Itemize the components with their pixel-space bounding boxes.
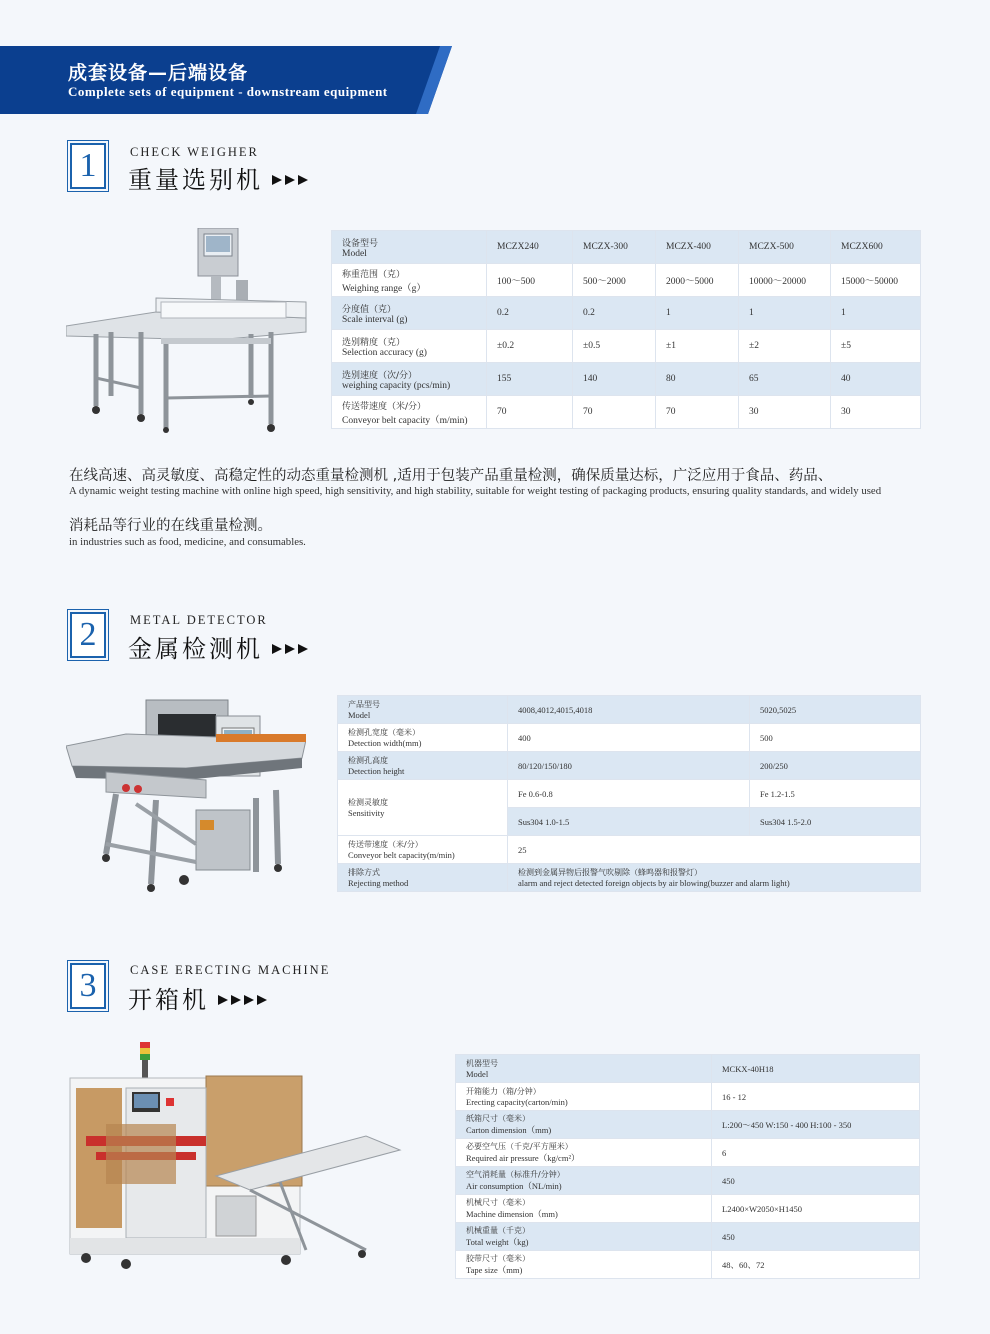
section-number-box: 3	[70, 963, 106, 1009]
table-cell: 100～500	[487, 264, 573, 297]
arrows-icon	[272, 173, 312, 187]
table-cell: ±5	[831, 330, 921, 363]
row-label: 检测灵敏度 Sensitivity	[338, 780, 508, 836]
table-cell: 2000～5000	[656, 264, 739, 297]
table-row	[332, 330, 921, 363]
table-cell: MCZX-500	[739, 231, 831, 264]
row-label: 必要空气压（千克/平方厘米） Required air pressure（kg/cm²）	[456, 1139, 712, 1167]
row-label: 选别精度（克） Selection accuracy (g)	[332, 330, 487, 363]
metal-detector-spec-table	[337, 695, 921, 892]
table-cell: MCZX-400	[656, 231, 739, 264]
table-row	[456, 1083, 920, 1111]
table-cell: 48、60、72	[712, 1251, 920, 1279]
table-row	[456, 1055, 920, 1083]
table-row	[456, 1195, 920, 1223]
row-label: 分度值（克） Scale interval (g)	[332, 297, 487, 330]
table-cell: 70	[573, 396, 656, 429]
table-cell: 1	[656, 297, 739, 330]
table-row	[332, 264, 921, 297]
row-label: 传送带速度（米/分） Conveyor belt capacity(m/min)	[338, 836, 508, 864]
table-cell: 16 - 12	[712, 1083, 920, 1111]
section-title-cn: 重量选别机	[128, 166, 263, 194]
table-cell: 450	[712, 1223, 920, 1251]
metal-detector-image	[66, 694, 306, 894]
table-cell: 80/120/150/180	[508, 752, 750, 780]
table-cell: MCKX-40H18	[712, 1055, 920, 1083]
table-row	[338, 724, 921, 752]
table-cell: Sus304 1.0-1.5	[508, 808, 750, 836]
arrows-icon	[272, 642, 312, 656]
table-cell: 10000～20000	[739, 264, 831, 297]
case-erecting-spec-table	[455, 1054, 920, 1279]
row-label: 开箱能力（箱/分钟） Erecting capacity(carton/min)	[456, 1083, 712, 1111]
description-en-line-2: in industries such as food, medicine, and consumables.	[69, 536, 306, 548]
table-cell: Fe 0.6-0.8	[508, 780, 750, 808]
table-row	[456, 1251, 920, 1279]
table-cell: 140	[573, 363, 656, 396]
banner-title-en: Complete sets of equipment - downstream equipment	[68, 84, 388, 99]
table-cell: 30	[739, 396, 831, 429]
table-cell: 500	[750, 724, 921, 752]
table-cell: 0.2	[573, 297, 656, 330]
check-weigher-spec-table	[331, 230, 921, 429]
description-cn-line-1: 在线高速、高灵敏度、高稳定性的动态重量检测机 ,适用于包装产品重量检测，确保质量达标，广泛应用于食品、药品、	[69, 468, 833, 484]
table-row	[332, 231, 921, 264]
table-cell: 1	[739, 297, 831, 330]
table-row	[338, 836, 921, 864]
table-cell: 400	[508, 724, 750, 752]
table-row	[332, 396, 921, 429]
row-label: 空气消耗量（标准升/分钟） Air consumption（NL/min)	[456, 1167, 712, 1195]
table-cell: 4008,4012,4015,4018	[508, 696, 750, 724]
table-cell: ±2	[739, 330, 831, 363]
table-cell: ±0.5	[573, 330, 656, 363]
section-title-en: METAL DETECTOR	[130, 613, 268, 627]
table-cell: 1	[831, 297, 921, 330]
row-label: 胶带尺寸（毫米） Tape size（mm)	[456, 1251, 712, 1279]
table-cell: 70	[656, 396, 739, 429]
row-label: 机械尺寸（毫米） Machine dimension（mm)	[456, 1195, 712, 1223]
row-label: 检测孔宽度（毫米） Detection width(mm)	[338, 724, 508, 752]
table-cell: 65	[739, 363, 831, 396]
description-en-line-1: A dynamic weight testing machine with online high speed, high sensitivity, and high stability, suitable for weight testing of packaging products, ensuring quality standards, and widely used	[69, 485, 882, 497]
table-cell: Fe 1.2-1.5	[750, 780, 921, 808]
row-label: 传送带速度（米/分） Conveyor belt capacity（m/min)	[332, 396, 487, 429]
table-cell: MCZX240	[487, 231, 573, 264]
table-cell: ±0.2	[487, 330, 573, 363]
table-row	[456, 1223, 920, 1251]
section-number-box: 1	[70, 143, 106, 189]
table-row	[338, 780, 921, 808]
table-row	[456, 1111, 920, 1139]
row-label: 选别速度（次/分） weighing capacity (pcs/min)	[332, 363, 487, 396]
table-row	[456, 1167, 920, 1195]
row-label: 机器型号 Model	[456, 1055, 712, 1083]
section-title-cn: 金属检测机	[128, 635, 263, 663]
row-label: 纸箱尺寸（毫米） Carton dimension（mm)	[456, 1111, 712, 1139]
table-cell: 500～2000	[573, 264, 656, 297]
table-cell: 0.2	[487, 297, 573, 330]
table-cell: MCZX600	[831, 231, 921, 264]
row-label: 检测孔高度 Detection height	[338, 752, 508, 780]
table-cell: Sus304 1.5-2.0	[750, 808, 921, 836]
check-weigher-image	[66, 228, 311, 433]
table-row	[456, 1139, 920, 1167]
table-cell: 40	[831, 363, 921, 396]
table-cell: 检测到金属异物后报警气吹剔除（蜂鸣器和报警灯） alarm and reject detected foreign objects by air blowing(buzzer and alarm light)	[508, 864, 921, 892]
row-label: 设备型号 Model	[332, 231, 487, 264]
table-cell: 30	[831, 396, 921, 429]
description-cn-line-2: 消耗品等行业的在线重量检测。	[69, 518, 272, 534]
banner-title-cn: 成套设备—后端设备	[68, 62, 249, 84]
table-cell: 80	[656, 363, 739, 396]
table-cell: ±1	[656, 330, 739, 363]
table-cell: 70	[487, 396, 573, 429]
table-row	[338, 864, 921, 892]
arrows-icon	[218, 993, 272, 1007]
table-cell: L:200～450 W:150 - 400 H:100 - 350	[712, 1111, 920, 1139]
table-cell: 25	[508, 836, 921, 864]
table-cell: 155	[487, 363, 573, 396]
table-row	[332, 363, 921, 396]
table-row	[338, 696, 921, 724]
row-label: 产品型号 Model	[338, 696, 508, 724]
table-cell: 450	[712, 1167, 920, 1195]
section-title-en: CASE ERECTING MACHINE	[130, 963, 331, 977]
section-title-en: CHECK WEIGHER	[130, 145, 259, 159]
table-cell: MCZX-300	[573, 231, 656, 264]
row-label: 称重范围（克） Weighing range（g）	[332, 264, 487, 297]
table-cell: 200/250	[750, 752, 921, 780]
table-cell: L2400×W2050×H1450	[712, 1195, 920, 1223]
section-number-box: 2	[70, 612, 106, 658]
table-cell: 6	[712, 1139, 920, 1167]
row-label: 机械重量（千克） Total weight（kg)	[456, 1223, 712, 1251]
table-cell: 15000～50000	[831, 264, 921, 297]
table-row	[332, 297, 921, 330]
section-title-cn: 开箱机	[128, 986, 209, 1014]
row-label: 排除方式 Rejecting method	[338, 864, 508, 892]
table-cell: 5020,5025	[750, 696, 921, 724]
table-row	[338, 752, 921, 780]
case-erecting-machine-image	[66, 1040, 402, 1274]
